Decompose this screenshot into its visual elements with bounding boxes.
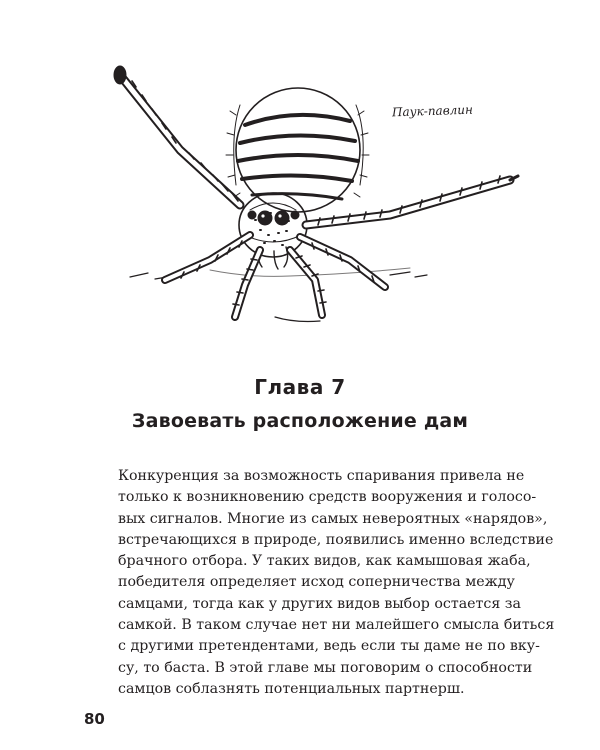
peacock-spider-illustration xyxy=(60,55,520,340)
body-line: с другими претендентами, ведь если ты даме не по вку- xyxy=(118,638,540,655)
chapter-number: Глава 7 xyxy=(254,375,346,399)
body-line: самкой. В таком случае нет ни малейшего смысла биться xyxy=(118,617,555,634)
illustration-caption: Паук-павлин xyxy=(391,102,474,120)
body-line: вых сигналов. Многие из самых невероятных «нарядов», xyxy=(118,510,548,527)
body-line: встречающихся в природе, появились именно вследствие xyxy=(118,531,554,548)
body-line: победителя определяет исход соперничества между xyxy=(118,574,515,591)
body-line: только к возникновению средств вооружения и голосо- xyxy=(118,489,537,506)
body-line: су, то баста. В этой главе мы поговорим о способности xyxy=(118,659,533,676)
page-number: 80 xyxy=(84,710,105,728)
body-line: брачного отбора. У таких видов, как камышовая жаба, xyxy=(118,553,531,570)
chapter-title: Завоевать расположение дам xyxy=(131,410,469,432)
body-line: Конкуренция за возможность спаривания привела не xyxy=(118,468,525,484)
body-paragraph xyxy=(118,466,555,700)
body-line: самцами, тогда как у других видов выбор остается за xyxy=(118,595,521,612)
body-line: самцов соблазнять потенциальных партнерш. xyxy=(118,680,465,697)
